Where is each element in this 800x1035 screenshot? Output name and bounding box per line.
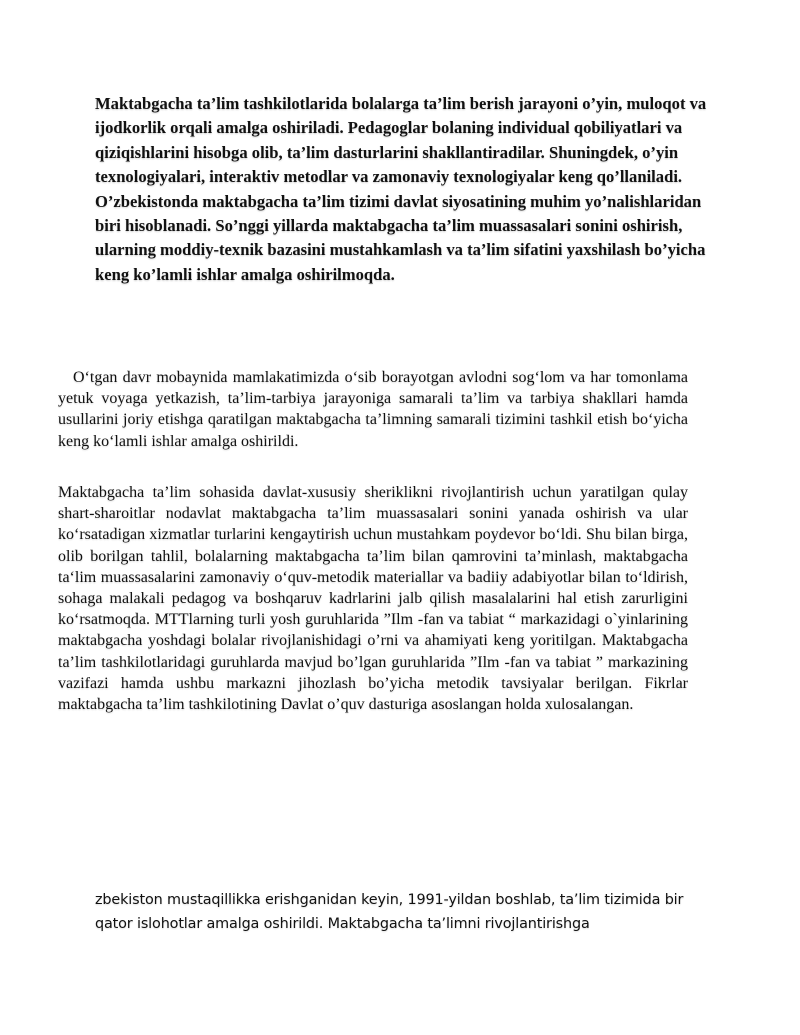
body-paragraph-2: Maktabgacha ta’lim sohasida davlat-xususiy sheriklikni rivojlantirish uchun yaratilgan qulay shart-sharoitlar nodavlat maktabgacha ta’lim muassasalari sonini yanada oshirish va ular ko‘rsatadigan xizmatlar turlarini kengaytirish uchun mustahkam poydevor bo‘ldi. Shu bilan birga, olib borilgan tahlil, bolalarning maktabgacha ta’lim bilan qamrovini ta’minlash, maktabgacha ta‘lim muassasalarini zamonaviy o‘quv-metodik materiallar va badiiy adabiyotlar bilan to‘ldirish, sohaga malakali pedagog va boshqaruv kadrlarini jalb qilish masalalarini hal etish zarurligini ko‘rsatmoqda. MTTlarning turli yosh guruhlarida ”Ilm -fan va tabiat “ markazidagi o`yinlarining maktabgacha yoshdagi bolalar rivojlanishidagi o’rni va ahamiyati keng yoritilgan. Maktabgacha ta’lim tashkilotlaridagi guruhlarda mavjud bo’lgan guruhlarida ”Ilm -fan va tabiat ” markazining vazifazi hamda ushbu markazni jihozlash bo’yicha metodik tavsiyalar berilgan. Fikrlar maktabgacha ta’lim tashkilotining Davlat o’quv dasturiga asoslangan holda xulosalangan. <box>58 484 688 714</box>
body-paragraph-3: zbekiston mustaqillikka erishganidan keyin, 1991-yildan boshlab, ta’lim tizimida bir qator islohotlar amalga oshirildi. Maktabgacha ta’limni rivojlantirishga <box>95 892 684 932</box>
body-paragraph-1: O‘tgan davr mobaynida mamlakatimizda o‘sib borayotgan avlodni sog‘lom va har tomonlama yetuk voyaga yetkazish, ta’lim-tarbiya jarayoniga samarali ta’lim va tarbiya shakllari hamda usullarini joriy etishga qaratilgan maktabgacha ta’limning samarali tizimini tashkil etish bo‘yicha keng ko‘lamli ishlar amalga oshirildi. <box>58 369 688 450</box>
bold-intro-paragraph: Maktabgacha ta’lim tashkilotlarida bolalarga ta’lim berish jarayoni o’yin, muloqot va ijodkorlik orqali amalga oshiriladi. Pedagoglar bolaning individual qobiliyatlari va qiziqishlarini hisobga olib, ta’lim dasturlarini shakllantiradilar. Shuningdek, o’yin texnologiyalari, interaktiv metodlar va zamonaviy texnologiyalar keng qo’llaniladi. O’zbekistonda maktabgacha ta’lim tizimi davlat siyosatining muhim yo’nalishlaridan biri hisoblanadi. So’nggi yillarda maktabgacha ta’lim muassasalari sonini oshirish, ularning moddiy-texnik bazasini mustahkamlash va ta’lim sifatini yaxshilash bo’yicha keng ko’lamli ishlar amalga oshirilmoqda. <box>95 94 707 284</box>
